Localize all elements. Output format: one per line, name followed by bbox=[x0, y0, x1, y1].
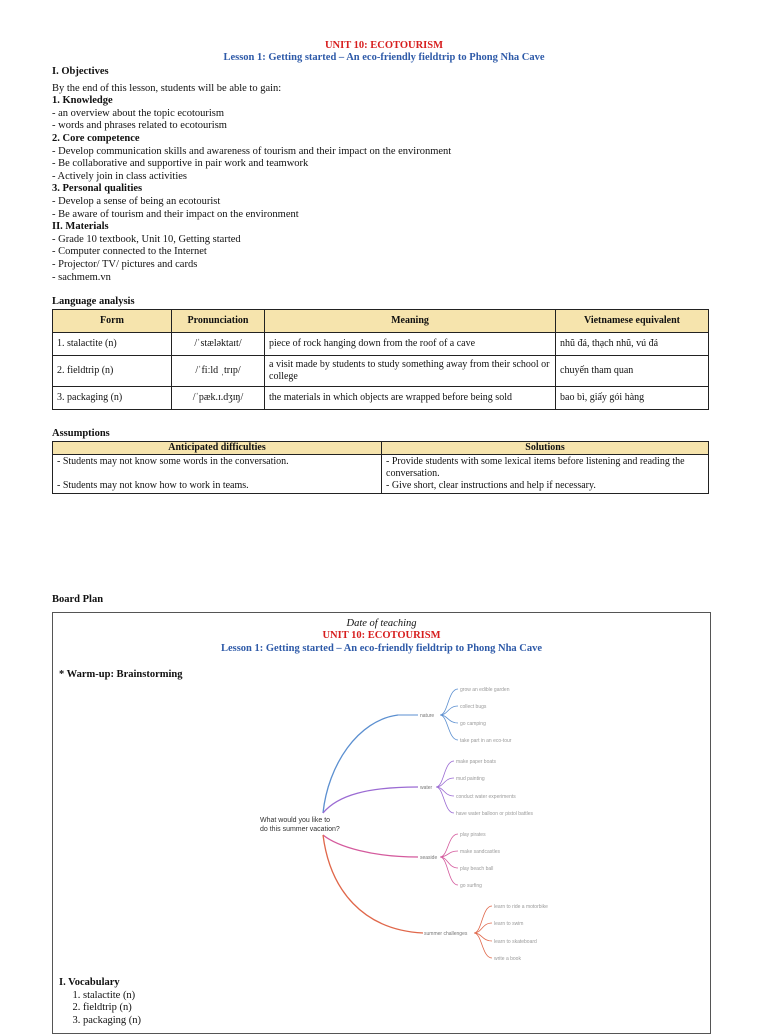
column-header: Form bbox=[53, 310, 172, 333]
knowledge-heading: 1. Knowledge bbox=[52, 95, 113, 107]
knowledge-item: - words and phrases related to ecotourism bbox=[52, 120, 227, 132]
difficulty-item: - Students may not know how to work in teams. bbox=[57, 480, 249, 491]
core-heading: 2. Core competence bbox=[52, 132, 140, 144]
mindmap-leaf: go camping bbox=[460, 721, 486, 727]
mindmap-leaf: have water balloon or pistol battles bbox=[456, 811, 533, 817]
mindmap-leaf: collect bugs bbox=[460, 704, 487, 710]
objectives-intro: By the end of this lesson, students will be able to gain: bbox=[52, 82, 282, 94]
solution-item: - Give short, clear instructions and help if necessary. bbox=[386, 480, 596, 491]
branch-nature: nature bbox=[420, 713, 435, 719]
nature-branch-line bbox=[323, 715, 398, 813]
challenges-branch-line bbox=[323, 835, 423, 933]
warmup-heading: * Warm-up: Brainstorming bbox=[59, 669, 183, 680]
mindmap-leaf: grow an edible garden bbox=[460, 687, 510, 693]
assumptions-heading: Assumptions bbox=[52, 428, 110, 439]
core-item: - Develop communication skills and awareness of tourism and their impact on the environment bbox=[52, 145, 452, 157]
vietnamese-cell: bao bì, giấy gói hàng bbox=[556, 387, 709, 410]
branch-water: water bbox=[420, 785, 433, 791]
board-lesson-title: Lesson 1: Getting started – An eco-friendly fieldtrip to Phong Nha Cave bbox=[220, 643, 543, 654]
mindmap-leaf: write a book bbox=[494, 956, 521, 962]
form-cell: 3. packaging (n) bbox=[53, 387, 172, 410]
knowledge-item: - an overview about the topic ecotourism bbox=[52, 107, 225, 119]
mindmap-leaf: play beach ball bbox=[460, 866, 494, 872]
water-branch-line bbox=[323, 787, 418, 813]
difficulty-item: - Students may not know some words in the conversation. bbox=[57, 456, 289, 467]
materials-item: - sachmem.vn bbox=[52, 271, 111, 283]
personal-item: - Develop a sense of being an ecotourist bbox=[52, 195, 221, 207]
table-header-row bbox=[53, 310, 709, 333]
mindmap-leaf: learn to skateboard bbox=[494, 939, 537, 945]
date-of-teaching: Date of teaching bbox=[346, 618, 417, 629]
column-header: Vietnamese equivalent bbox=[556, 310, 709, 333]
meaning-cell: the materials in which objects are wrapped before being sold bbox=[265, 387, 556, 410]
column-header: Meaning bbox=[265, 310, 556, 333]
pronunciation-cell: /ˈstæləktaɪt/ bbox=[172, 333, 265, 356]
mindmap-leaf: go surfing bbox=[460, 883, 482, 889]
mindmap-root-text: What would you like to bbox=[260, 817, 331, 824]
brainstorm-mindmap bbox=[248, 675, 568, 965]
pronunciation-cell: /ˈfiːld ˌtrɪp/ bbox=[172, 356, 265, 387]
core-item: - Actively join in class activities bbox=[52, 170, 188, 182]
mindmap-leaf: conduct water experiments bbox=[456, 794, 516, 800]
meaning-cell: a visit made by students to study something away from their school or college bbox=[265, 356, 556, 387]
table-row bbox=[53, 333, 709, 356]
materials-item: - Projector/ TV/ pictures and cards bbox=[52, 258, 198, 270]
column-header: Anticipated difficulties bbox=[53, 442, 382, 455]
assumptions-table bbox=[52, 441, 709, 494]
form-cell: 1. stalactite (n) bbox=[53, 333, 172, 356]
difficulties-cell bbox=[53, 455, 382, 494]
seaside-branch-line bbox=[323, 835, 418, 857]
vietnamese-cell: chuyến tham quan bbox=[556, 356, 709, 387]
mindmap-root-text: do this summer vacation? bbox=[260, 826, 340, 833]
table-row bbox=[53, 455, 709, 494]
vocabulary-heading: I. Vocabulary bbox=[59, 977, 120, 988]
mindmap-leaf: take part in an eco-tour bbox=[460, 738, 512, 744]
vietnamese-cell: nhũ đá, thạch nhũ, vú đá bbox=[556, 333, 709, 356]
board-plan-box bbox=[52, 612, 711, 1034]
solutions-cell bbox=[382, 455, 709, 494]
solution-item: - Provide students with some lexical items before listening and reading the conversation. bbox=[386, 456, 685, 479]
pronunciation-cell: /ˈpæk.ɪ.dʒɪŋ/ bbox=[172, 387, 265, 410]
lesson-title: Lesson 1: Getting started – An eco-friendly fieldtrip to Phong Nha Cave bbox=[223, 52, 545, 63]
column-header: Solutions bbox=[382, 442, 709, 455]
language-analysis-heading: Language analysis bbox=[52, 296, 135, 307]
mindmap-leaf: learn to swim bbox=[494, 921, 524, 927]
materials-heading: II. Materials bbox=[52, 221, 109, 233]
unit-title: UNIT 10: ECOTOURISM bbox=[324, 40, 444, 51]
mindmap-leaf: play pirates bbox=[460, 832, 486, 838]
form-cell: 2. fieldtrip (n) bbox=[53, 356, 172, 387]
objectives-heading: I. Objectives bbox=[52, 66, 109, 77]
core-item: - Be collaborative and supportive in pair work and teamwork bbox=[52, 158, 309, 170]
mindmap-leaf: mud painting bbox=[456, 776, 485, 782]
table-row bbox=[53, 356, 709, 387]
mindmap-leaf: make sandcastles bbox=[460, 849, 501, 855]
mindmap-leaf: learn to ride a motorbike bbox=[494, 904, 548, 910]
column-header: Pronunciation bbox=[172, 310, 265, 333]
language-analysis-table bbox=[52, 309, 709, 410]
board-unit-title: UNIT 10: ECOTOURISM bbox=[322, 630, 441, 641]
vocabulary-item: 2. fieldtrip (n) bbox=[83, 1002, 141, 1015]
branch-seaside: seaside bbox=[420, 855, 438, 861]
materials-item: - Computer connected to the Internet bbox=[52, 246, 207, 258]
vocabulary-list bbox=[67, 990, 141, 1028]
vocabulary-section bbox=[59, 977, 141, 1027]
vocabulary-item: 3. packaging (n) bbox=[83, 1015, 141, 1028]
branch-summer-challenges: summer challenges bbox=[424, 931, 468, 937]
table-row bbox=[53, 387, 709, 410]
table-header-row bbox=[53, 442, 709, 455]
personal-item: - Be aware of tourism and their impact on the environment bbox=[52, 208, 299, 220]
board-plan-heading: Board Plan bbox=[52, 594, 104, 605]
materials-item: - Grade 10 textbook, Unit 10, Getting started bbox=[52, 233, 241, 245]
mindmap-leaf: make paper boats bbox=[456, 759, 497, 765]
personal-heading: 3. Personal qualities bbox=[52, 183, 143, 195]
meaning-cell: piece of rock hanging down from the roof of a cave bbox=[265, 333, 556, 356]
objectives-section bbox=[52, 66, 451, 284]
vocabulary-item: 1. stalactite (n) bbox=[83, 990, 141, 1003]
